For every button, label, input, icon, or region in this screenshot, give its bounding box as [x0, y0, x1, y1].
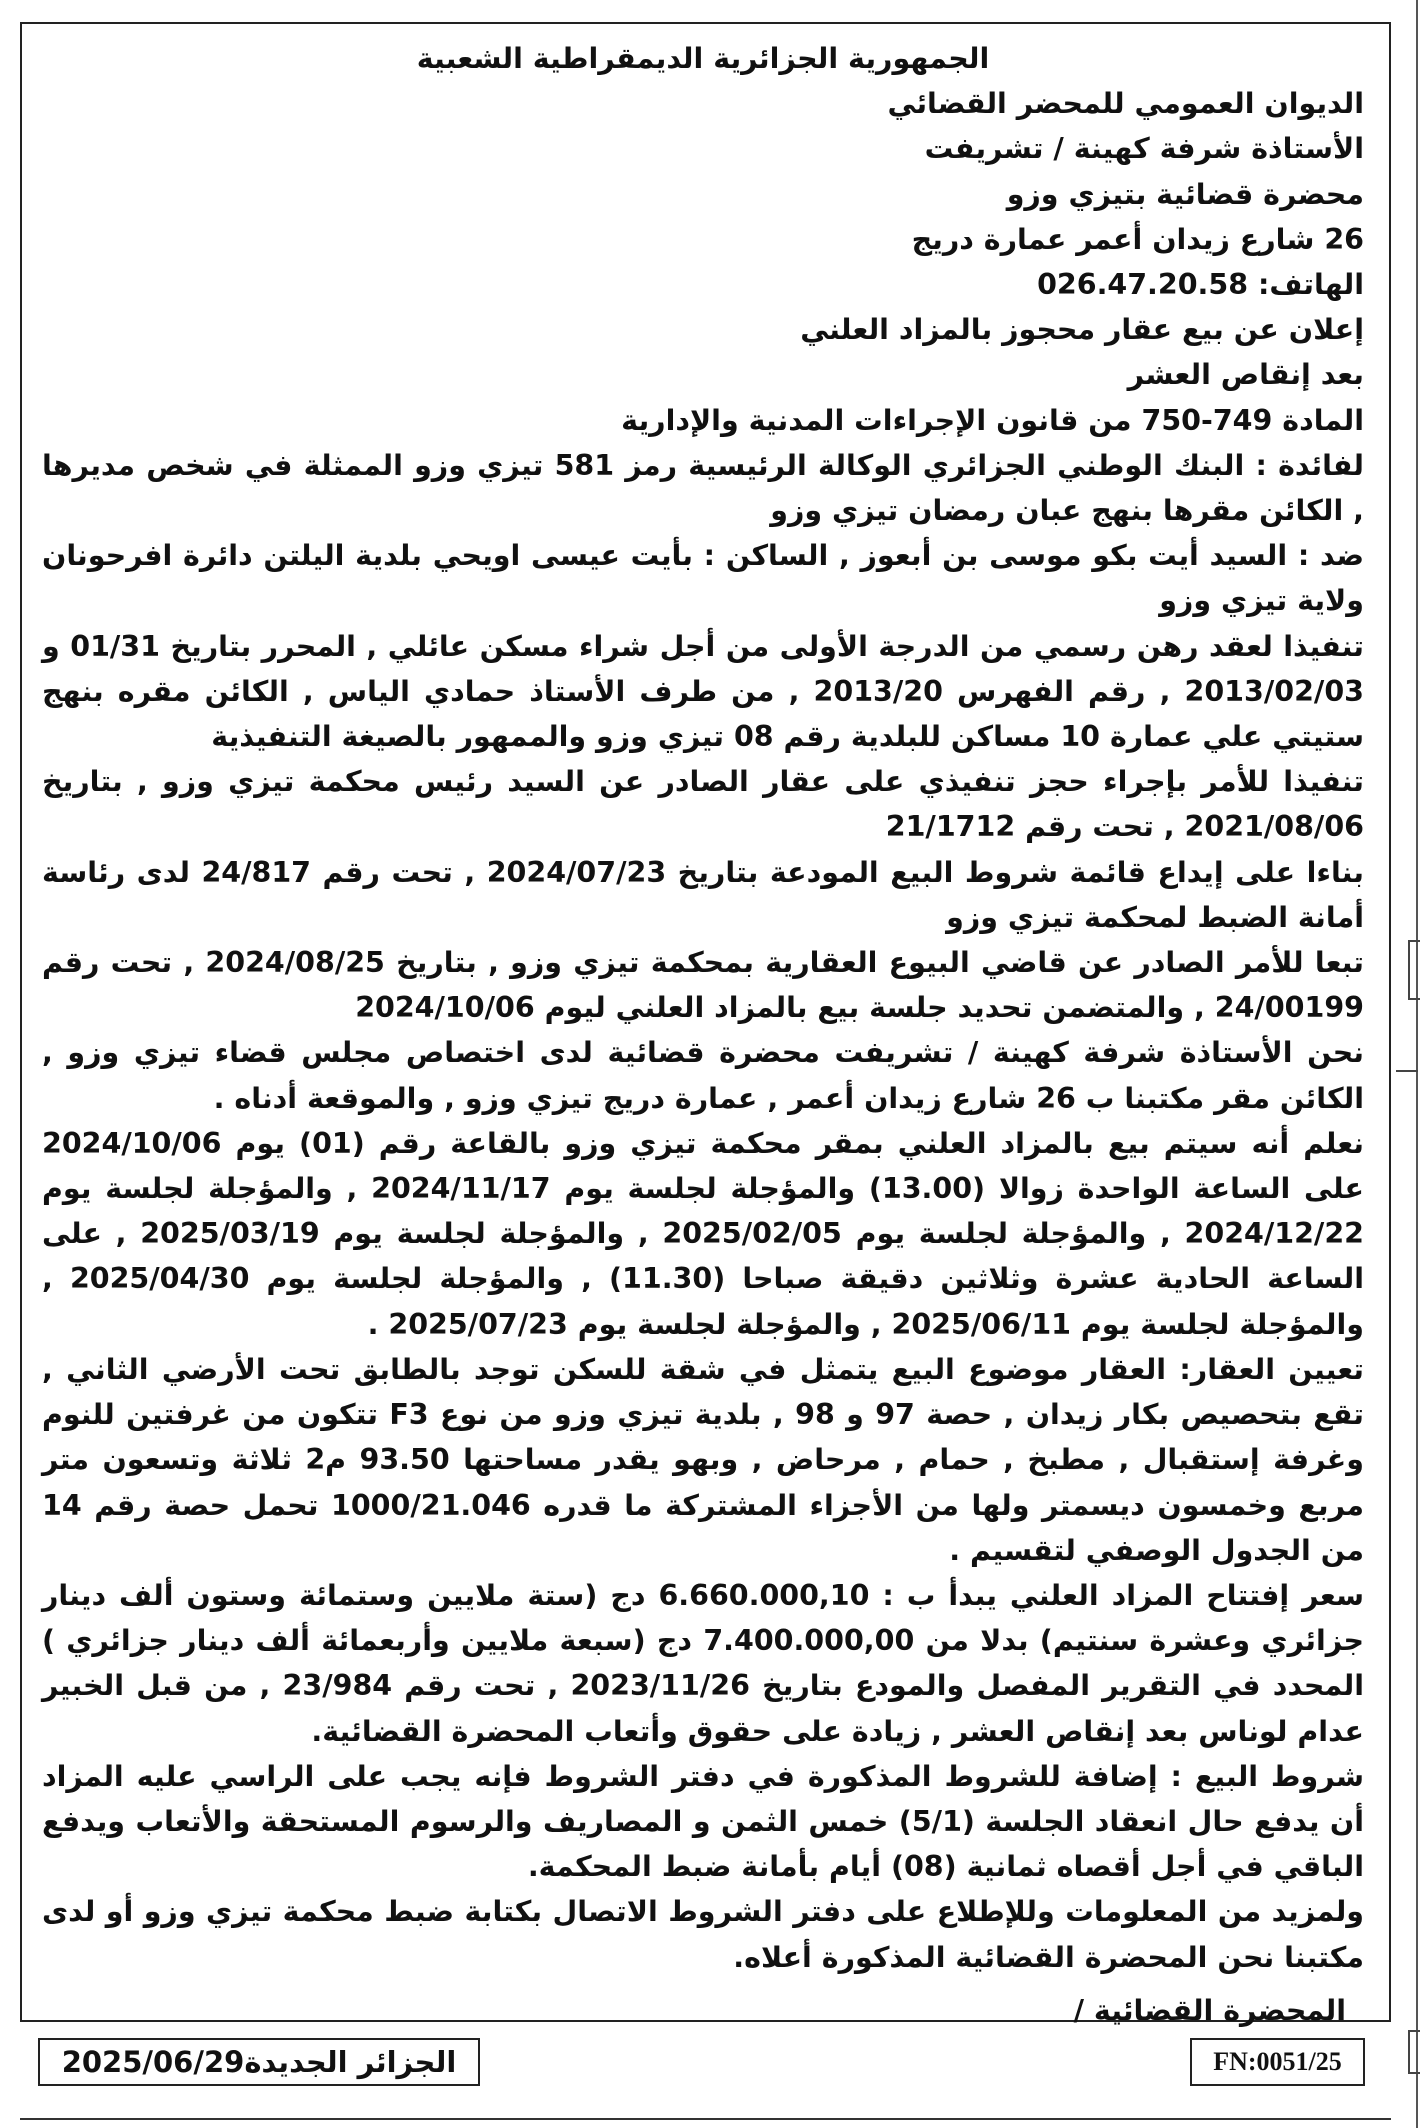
bottom-rule: [20, 2118, 1391, 2120]
phone-number: 026.47.20.58: [1037, 268, 1249, 302]
bureau-name: محضرة قضائية بتيزي وزو: [1006, 177, 1364, 211]
notice-title: إعلان عن بيع عقار محجوز بالمزاد العلني: [800, 313, 1364, 347]
newspaper-name: الجزائر الجديدة: [244, 2045, 457, 2079]
phone-line: [42, 262, 1364, 307]
bureau-address: 26 شارع زيدان أعمر عمارة دريج: [911, 222, 1364, 256]
judge-order-paragraph: تبعا للأمر الصادر عن قاضي البيوع العقارية بمحكمة تيزي وزو , بتاريخ 2024/08/25 , تحت رقم 24/00199 , والمتضمن تحديد جلسة بيع بالمزاد العلني ليوم 2024/10/06: [42, 946, 1364, 1025]
more-info-paragraph: ولمزيد من المعلومات وللإطلاع على دفتر الشروط الاتصال بكتابة ضبط محكمة تيزي وزو أو لدى مكتبنا نحن المحضرة القضائية المذكورة أعلاه.: [42, 1895, 1364, 1974]
opening-price-paragraph: سعر إفتتاح المزاد العلني يبدأ ب : 6.660.000,10 دج (ستة ملايين وستمائة وستون ألف دينار جزائري وعشرة سنتيم) بدلا من 7.400.000,00 دج (سبعة ملايين وأربعمائة ألف دينار جزائري ) المحدد في التقرير المفصل والمودع بتاريخ 2023/11/26 , تحت رقم 23/984 , من قبل الخبير عدام لوناس بعد إنقاص العشر , زيادة على حقوق وأتعاب المحضرة القضائية.: [42, 1578, 1365, 1748]
defendant-paragraph: ضد : السيد أيت بكو موسى بن أبعوز , الساكن : بأيت عيسى اويحي بلدية اليلتن دائرة افرحونان ولاية تيزي وزو: [42, 539, 1364, 618]
page-edge-rule: [1416, 0, 1418, 2128]
bailiff-name: الأستاذة شرفة كهينة / تشريفت: [924, 132, 1364, 166]
adjacent-column-box: [1408, 2030, 1420, 2074]
conditions-filing-paragraph: بناءا على إيداع قائمة شروط البيع المودعة بتاريخ 2024/07/23 , تحت رقم 24/817 لدى رئاسة أمانة الضبط لمحكمة تيزي وزو: [42, 855, 1364, 934]
reference-number: FN:0051/25: [1213, 2047, 1342, 2076]
signature-line: المحضرة القضائية /: [1073, 1993, 1346, 2027]
property-description-paragraph: تعيين العقار: العقار موضوع البيع يتمثل في شقة للسكن توجد بالطابق تحت الأرضي الثاني , تقع بتحصيص بكار زيدان , حصة 97 و 98 , بلدية تيزي وزو من نوع F3 تتكون من غرفتين للنوم وغرفة إستقبال , مطبخ , حمام , مرحاض , وبهو يقدر مساحتها 93.50 م2 ثلاثة وتسعون متر مربع وخمسون ديسمتر ولها من الأجزاء المشتركة ما قدره 1000/21.046 تحمل حصة رقم 14 من الجدول الوصفي لتقسيم .: [42, 1352, 1364, 1567]
phone-label: الهاتف:: [1257, 268, 1364, 302]
republic-heading: الجمهورية الجزائرية الديمقراطية الشعبية: [416, 42, 990, 75]
adjacent-column-rule: [1396, 1070, 1418, 1072]
notice-body: [42, 36, 1365, 2027]
bailiff-statement-paragraph: نحن الأستاذة شرفة كهينة / تشريفت محضرة قضائية لدى اختصاص مجلس قضاء تيزي وزو , الكائن مقر مكتبنا ب 26 شارع زيدان أعمر , عمارة دريج تيزي وزو , والموقعة أدناه .: [42, 1036, 1364, 1115]
office-name: الديوان العمومي للمحضر القضائي: [887, 87, 1364, 121]
publication-box: [38, 2038, 480, 2086]
auction-schedule-paragraph: نعلم أنه سيتم بيع بالمزاد العلني بمقر محكمة تيزي وزو بالقاعة رقم (01) يوم 2024/10/06 على الساعة الواحدة زوالا (13.00) والمؤجلة لجلسة يوم 2024/11/17 , والمؤجلة لجلسة يوم 2024/12/22 , والمؤجلة لجلسة يوم 2025/02/05 , والمؤجلة لجلسة يوم 2025/03/19 , على الساعة الحادية عشرة وثلاثين دقيقة صباحا (11.30) , والمؤجلة لجلسة يوم 2025/04/30 , والمؤجلة لجلسة يوم 2025/06/11 , والمؤجلة لجلسة يوم 2025/07/23 .: [42, 1126, 1365, 1341]
publication-date: 2025/06/29: [61, 2045, 245, 2079]
reference-box: [1190, 2038, 1365, 2086]
adjacent-column-box: [1408, 940, 1420, 1000]
seizure-order-paragraph: تنفيذا للأمر بإجراء حجز تنفيذي على عقار الصادر عن السيد رئيس محكمة تيزي وزو , بتاريخ 2021/08/06 , تحت رقم 21/1712: [42, 765, 1364, 844]
law-reference: المادة 749-750 من قانون الإجراءات المدنية والإدارية: [621, 403, 1364, 437]
sale-conditions-paragraph: شروط البيع : إضافة للشروط المذكورة في دفتر الشروط فإنه يجب على الراسي عليه المزاد أن يدفع حال انعقاد الجلسة (5/1) خمس الثمن و المصاريف والرسوم المستحقة والأتعاب ويدفع الباقي في أجل أقصاه ثمانية (08) أيام بأمانة ضبط المحكمة.: [42, 1759, 1364, 1884]
mortgage-paragraph: تنفيذا لعقد رهن رسمي من الدرجة الأولى من أجل شراء مسكن عائلي , المحرر بتاريخ 01/31 و 2013/02/03 , رقم الفهرس 2013/20 , من طرف الأستاذ حمادي الياس , الكائن مقره بنهج ستيتي علي عمارة 10 مساكن للبلدية رقم 08 تيزي وزو والممهور بالصيغة التنفيذية: [42, 629, 1365, 754]
beneficiary-paragraph: لفائدة : البنك الوطني الجزائري الوكالة الرئيسية رمز 581 تيزي وزو الممثلة في شخص مديرها , الكائن مقرها بنهج عبان رمضان تيزي وزو: [42, 448, 1364, 528]
notice-subtitle: بعد إنقاص العشر: [1127, 358, 1364, 392]
